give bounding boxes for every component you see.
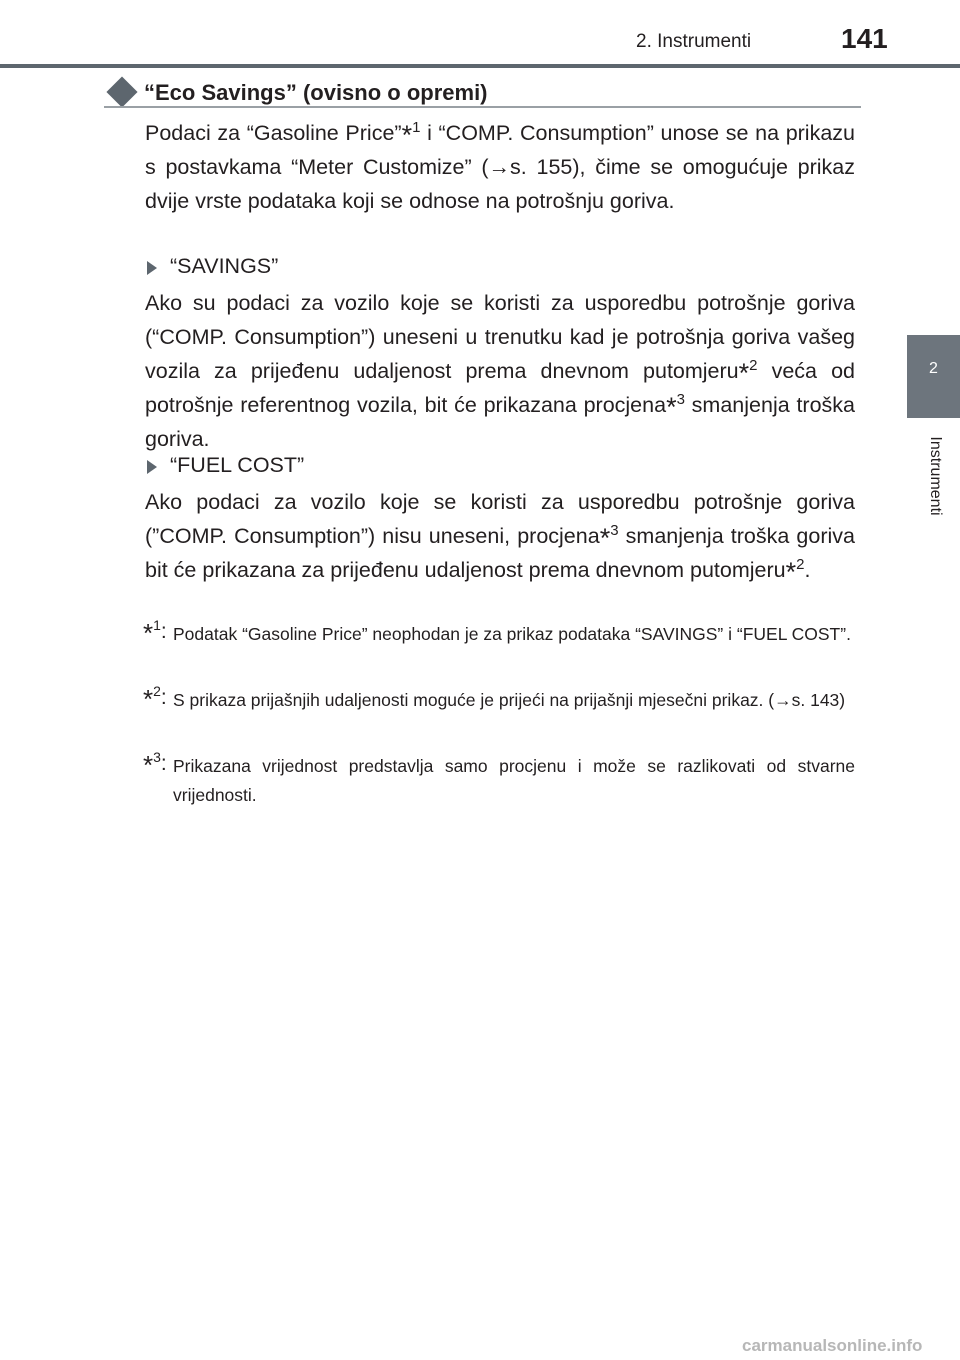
savings-label: “SAVINGS” (170, 254, 279, 278)
footnote-mark: 3 (153, 749, 161, 765)
savings-paragraph: Ako su podaci za vozilo koje se koristi za usporedbu potrošnje goriva (“COMP. Consumption”) uneseni u trenutku kad je potrošnja goriva vašeg vozila za prijeđenu udaljenost prema dnevnom putomjeru*$^2$ veća od potrošnje referentnog vozila, bit će prikazana procjena*$^3$ smanjenja troška goriva. (145, 291, 855, 451)
footnote-star: * (143, 684, 154, 714)
watermark: carmanualsonline.info (742, 1336, 923, 1355)
header-rule (0, 64, 960, 68)
footnote-ref: 2 (796, 555, 805, 573)
intro-paragraph: Podaci za “Gasoline Price”*$^1$ i “COMP. Consumption” unose se na prikazu s postavkama “Meter Customize” (→s. 155), čime se omogućuje prikaz dvije vrste podataka koji se odnose na potrošnju goriva. (145, 118, 855, 213)
footnote: *$^2$: S prikaza prijašnjih udaljenosti moguće je prijeći na prijašnji mjesečni prikaz. (→s. 143) (143, 686, 855, 715)
footnote-mark: 2 (153, 683, 161, 699)
footnote-star: * (666, 392, 677, 422)
fuel-cost-label: “FUEL COST” (170, 453, 305, 477)
arrow-right-icon: → (774, 690, 792, 710)
fuel-cost-paragraph: Ako podaci za vozilo koje se koristi za usporedbu potrošnje goriva (”COMP. Consumption”) nisu uneseni, procjena*$^3$ smanjenja troška goriva bit će prikazana za prijeđenu udaljenost prema dnevnom putomjeru*$^2$. (145, 490, 855, 587)
diamond-icon (106, 76, 137, 107)
chapter-tab-number: 2 (929, 360, 938, 377)
footnote-star: * (401, 120, 413, 150)
section-title: “Eco Savings” (ovisno o opremi) (144, 80, 488, 105)
footnote-star: * (738, 358, 750, 388)
footnote-mark: 1 (153, 617, 161, 633)
footnote: *$^1$: Podatak “Gasoline Price” neophodan je za prikaz podataka “SAVINGS” i “FUEL COST”. (143, 620, 855, 649)
footnote-star: * (785, 557, 797, 587)
page-number: 141 (841, 23, 888, 54)
footnote-ref: 1 (412, 118, 421, 136)
footnote-ref: 2 (749, 356, 758, 374)
footnote-ref: 3 (676, 390, 685, 408)
arrow-right-icon: → (488, 155, 511, 179)
footnote: *$^3$: Prikazana vrijednost predstavlja samo procjenu i može se razlikovati od stvarne vrijednosti. (143, 752, 855, 810)
footnote-text: Prikazana vrijednost predstavlja samo procjenu i može se razlikovati od stvarne vrijednosti. (173, 756, 855, 805)
chapter-tab-label: Instrumenti (927, 436, 944, 516)
footnote-text: S prikaza prijašnjih udaljenosti moguće je prijeći na prijašnji mjesečni prikaz. (→s. 143) (173, 690, 846, 710)
section-rule (104, 106, 861, 108)
footnote-star: * (143, 750, 154, 780)
bullet-arrow-icon (147, 261, 157, 275)
footnote-star: * (599, 523, 611, 553)
footnote-text: Podatak “Gasoline Price” neophodan je za prikaz podataka “SAVINGS” i “FUEL COST”. (173, 624, 851, 644)
footnote-ref: 3 (610, 521, 619, 539)
footnote-star: * (143, 618, 154, 648)
bullet-arrow-icon (147, 460, 157, 474)
running-header-title: 2. Instrumenti (636, 31, 752, 52)
